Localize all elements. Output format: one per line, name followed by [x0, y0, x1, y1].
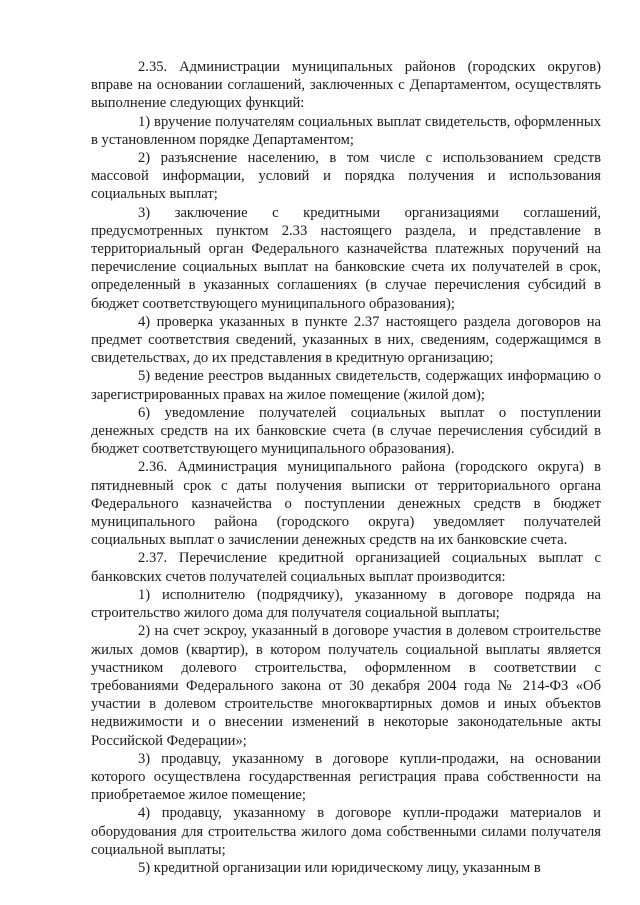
- paragraph-2-35-item-5: 5) ведение реестров выданных свидетельств, содержащих информацию о зарегистрированных правах на жилое помещение (жилой дом);: [91, 368, 601, 403]
- paragraph-2-35-item-2: 2) разъяснение населению, в том числе с использованием средств массовой информации, условий и порядка получения и использования социальных выплат;: [91, 150, 601, 203]
- paragraph-2-35: 2.35. Администрации муниципальных районов (городских округов) вправе на основании соглашений, заключенных с Департаментом, осуществлять выполнение следующих функций:: [91, 59, 601, 112]
- paragraph-2-35-item-1: 1) вручение получателям социальных выплат свидетельств, оформленных в установленном порядке Департаментом;: [91, 113, 601, 148]
- paragraph-2-37-item-2: 2) на счет эскроу, указанный в договоре участия в долевом строительстве жилых домов (квартир), в котором получатель социальной выплаты является участником долевого строительства, оформленном в соответствии с требованиями Федерального закона от 30 декабря 2004 года № 214-ФЗ «Об участии в долевом строительстве многоквартирных домов и иных объектов недвижимости и о внесении изменений в некоторые законодательные акты Российской Федерации»;: [91, 623, 601, 749]
- paragraph-2-36: 2.36. Администрация муниципального района (городского округа) в пятидневный срок с даты получения выписки от территориального органа Федерального казначейства о поступлении денежных средств в бюджет муниципального района (городского округа) уведомляет получателей социальных выплат о зачислении денежных средств на их банковские счета.: [91, 459, 601, 549]
- paragraph-2-35-item-6: 6) уведомление получателей социальных выплат о поступлении денежных средств на их банковские счета (в случае перечисления субсидий в бюджет соответствующего муниципального образования).: [91, 404, 601, 458]
- document-page: [91, 58, 601, 877]
- paragraph-2-35-item-3: 3) заключение с кредитными организациями соглашений, предусмотренных пунктом 2.33 настоящего раздела, и представление в территориальный орган Федерального казначейства платежных поручений на перечисление социальных выплат на банковские счета их получателей в срок, определенный в указанных соглашениях (в случае перечисления субсидий в бюджет соответствующего муниципального образования);: [91, 204, 601, 312]
- paragraph-2-37-item-1: 1) исполнителю (подрядчику), указанному в договоре подряда на строительство жилого дома для получателя социальной выплаты;: [91, 586, 601, 622]
- paragraph-2-37-item-5: 5) кредитной организации или юридическому лицу, указанным в: [138, 859, 541, 876]
- paragraph-2-37: 2.37. Перечисление кредитной организацией социальных выплат с банковских счетов получателей социальных выплат производится:: [91, 550, 601, 585]
- paragraph-2-37-item-3: 3) продавцу, указанному в договоре купли-продажи, на основании которого осуществлена государственная регистрация права собственности на приобретаемое жилое помещение;: [91, 750, 601, 804]
- paragraph-2-35-item-4: 4) проверка указанных в пункте 2.37 настоящего раздела договоров на предмет соответствия сведений, указанных в них, сведениям, содержащимся в свидетельствах, до их представления в кредитную организацию;: [91, 313, 601, 367]
- paragraph-2-37-item-4: 4) продавцу, указанному в договоре купли-продажи материалов и оборудования для строительства жилого дома собственными силами получателя социальной выплаты;: [91, 805, 601, 858]
